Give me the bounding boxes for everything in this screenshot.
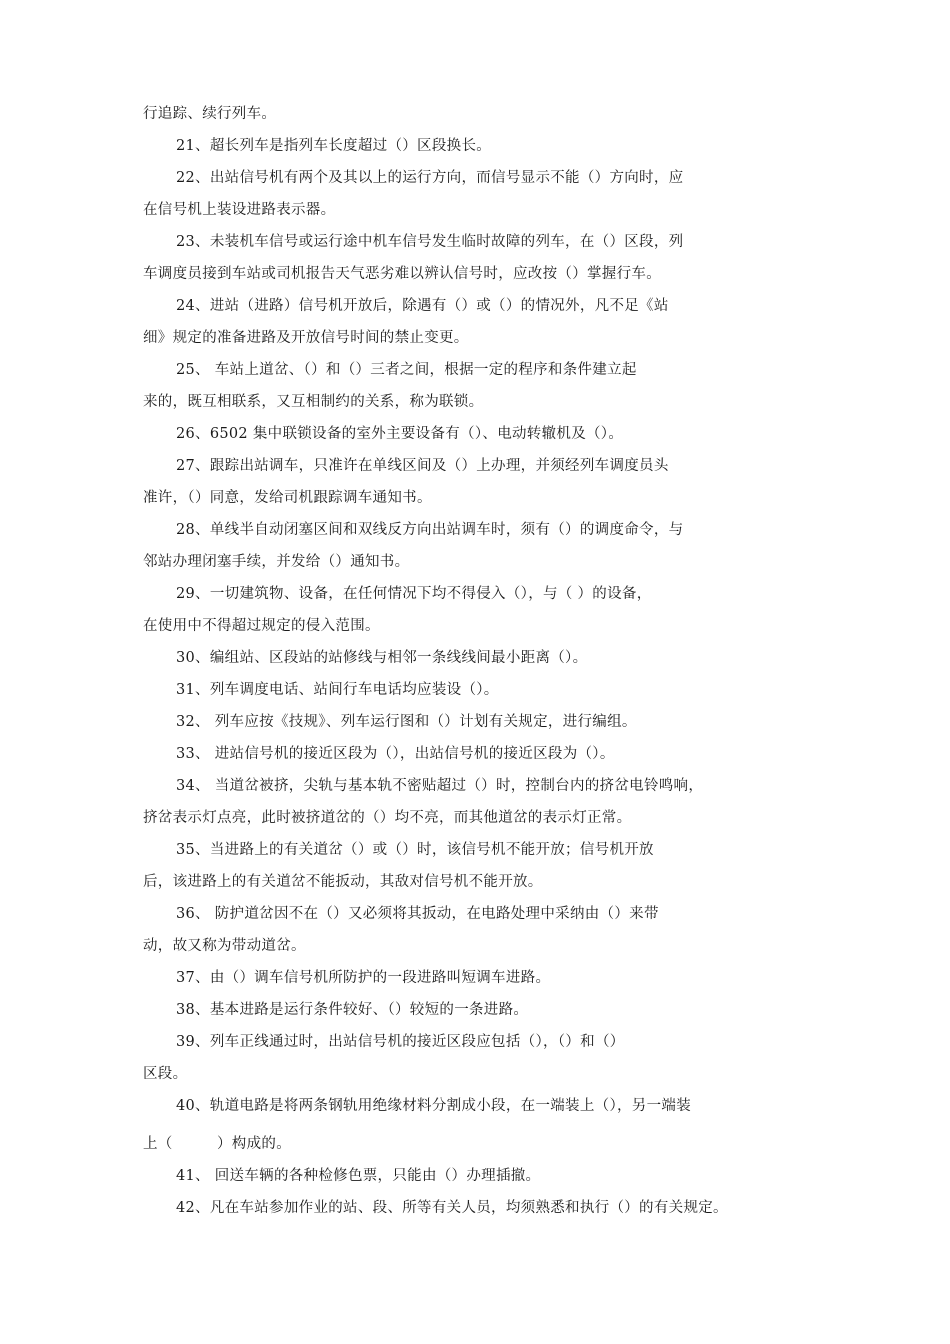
text-line: 邻站办理闭塞手续，并发给（）通知书。 [143, 554, 410, 570]
question-36: 36、 防护道岔因不在（）又必须将其扳动，在电路处理中采纳由（）来带 [176, 906, 659, 922]
question-33: 33、 进站信号机的接近区段为（），出站信号机的接近区段为（）。 [176, 746, 615, 762]
question-28: 28、单线半自动闭塞区间和双线反方向出站调车时，须有（）的调度命令，与 [176, 522, 684, 538]
text-line: 来的，既互相联系，又互相制约的关系，称为联锁。 [143, 394, 484, 410]
question-37: 37、由（）调车信号机所防护的一段进路叫短调车进路。 [176, 970, 551, 986]
text-line: 挤岔表示灯点亮，此时被挤道岔的（）均不亮，而其他道岔的表示灯正常。 [143, 810, 632, 826]
question-32: 32、 列车应按《技规》、列车运行图和（）计划有关规定，进行编组。 [176, 714, 637, 730]
text-line: 行追踪、续行列车。 [143, 106, 277, 122]
question-34: 34、 当道岔被挤，尖轨与基本轨不密贴超过（）时，控制台内的挤岔电铃鸣响， [176, 778, 704, 794]
question-41: 41、 回送车辆的各种检修色票，只能由（）办理插撤。 [176, 1168, 541, 1184]
text-line: 车调度员接到车站或司机报告天气恶劣难以辨认信号时，应改按（）掌握行车。 [143, 266, 661, 282]
text-line: 上（ ）构成的。 [143, 1136, 291, 1152]
question-23: 23、未装机车信号或运行途中机车信号发生临时故障的列车，在（）区段，列 [176, 234, 684, 250]
text-line: 在使用中不得超过规定的侵入范围。 [143, 618, 380, 634]
question-35: 35、当进路上的有关道岔（）或（）时，该信号机不能开放；信号机开放 [176, 842, 654, 858]
text-line: 后，该进路上的有关道岔不能扳动，其敌对信号机不能开放。 [143, 874, 543, 890]
text-line: 动，故又称为带动道岔。 [143, 938, 306, 954]
question-27: 27、跟踪出站调车，只准许在单线区间及（）上办理，并须经列车调度员头 [176, 458, 669, 474]
question-39: 39、列车正线通过时，出站信号机的接近区段应包括（），（）和（） [176, 1034, 625, 1050]
question-31: 31、列车调度电话、站间行车电话均应装设（）。 [176, 682, 499, 698]
question-24: 24、进站（进路）信号机开放后，除遇有（）或（）的情况外，凡不足《站 [176, 298, 669, 314]
question-40: 40、轨道电路是将两条钢轨用绝缘材料分割成小段，在一端装上（），另一端装 [176, 1098, 691, 1114]
text-line: 在信号机上装设进路表示器。 [143, 202, 336, 218]
question-29: 29、一切建筑物、设备，在任何情况下均不得侵入（），与（ ）的设备， [176, 586, 652, 602]
question-38: 38、基本进路是运行条件较好、（）较短的一条进路。 [176, 1002, 529, 1018]
question-22: 22、出站信号机有两个及其以上的运行方向，而信号显示不能（）方向时，应 [176, 170, 684, 186]
text-line: 细》规定的准备进路及开放信号时间的禁止变更。 [143, 330, 469, 346]
question-25: 25、 车站上道岔、（）和（）三者之间，根据一定的程序和条件建立起 [176, 362, 637, 378]
question-26: 26、6502 集中联锁设备的室外主要设备有（）、电动转辙机及（）。 [176, 426, 624, 442]
text-line: 准许，（）同意，发给司机跟踪调车通知书。 [143, 490, 432, 506]
question-21: 21、超长列车是指列车长度超过（）区段换长。 [176, 138, 492, 154]
question-30: 30、编组站、区段站的站修线与相邻一条线线间最小距离（）。 [176, 650, 588, 666]
question-42: 42、凡在车站参加作业的站、段、所等有关人员，均须熟悉和执行（）的有关规定。 [176, 1200, 728, 1216]
text-line: 区段。 [143, 1066, 188, 1082]
